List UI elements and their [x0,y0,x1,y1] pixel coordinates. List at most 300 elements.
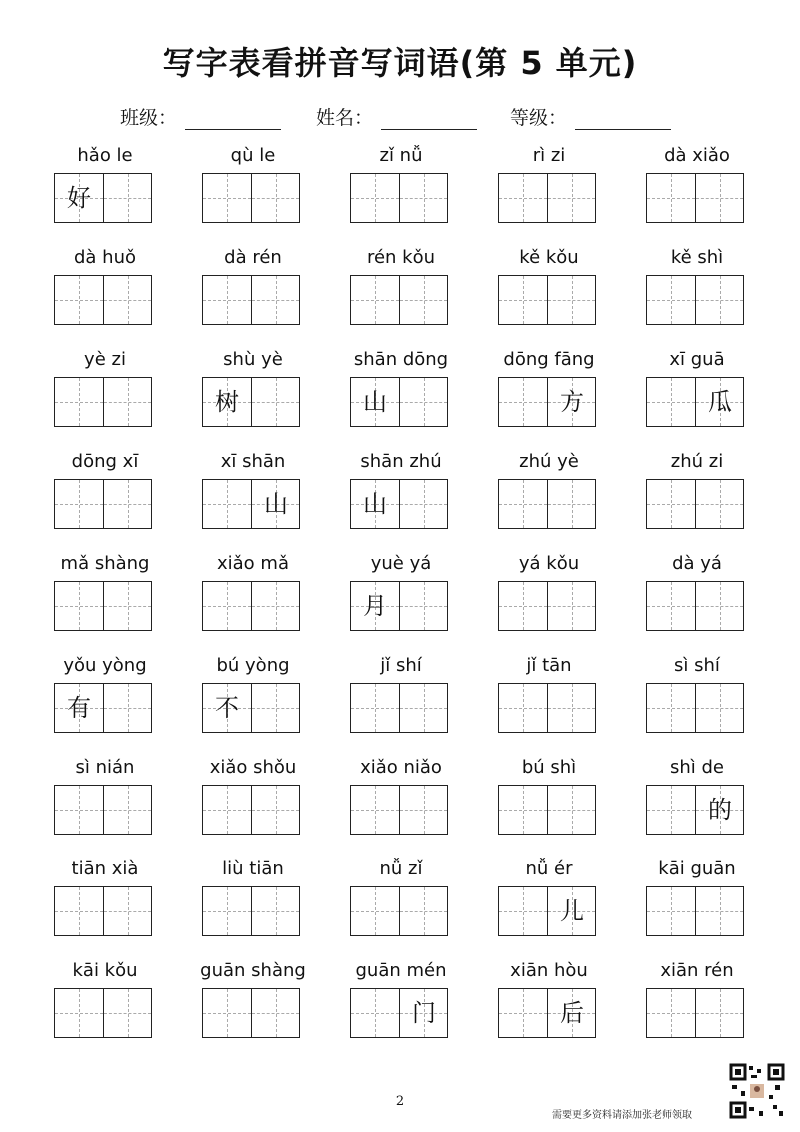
tianzige-box-pair [202,377,300,427]
tianzige-box-pair [646,886,744,936]
pinyin-label: rì zi [532,145,566,166]
tianzige-box[interactable] [547,786,595,834]
tianzige-box[interactable] [695,887,743,935]
pinyin-label: kě kǒu [519,247,579,268]
pinyin-label: qù le [230,145,276,166]
hanzi-char [499,989,547,1037]
tianzige-box[interactable] [203,684,251,732]
word-item [178,451,328,551]
tianzige-box-pair [350,377,448,427]
word-item [474,655,624,755]
tianzige-box-pair [202,886,300,936]
tianzige-box-pair [54,988,152,1038]
hanzi-char [203,582,251,630]
word-item [326,960,476,1060]
tianzige-box-pair [646,785,744,835]
word-item [474,553,624,653]
word-item [622,757,772,857]
word-item [474,145,624,245]
tianzige-box-pair [202,581,300,631]
tianzige-box[interactable] [547,989,595,1037]
tianzige-box[interactable] [251,786,299,834]
word-item [326,349,476,449]
tianzige-box[interactable] [351,684,399,732]
tianzige-box-pair [646,173,744,223]
tianzige-box[interactable] [499,480,547,528]
tianzige-box[interactable] [399,378,447,426]
hanzi-char [55,786,103,834]
tianzige-box[interactable] [55,786,103,834]
tianzige-box-pair [498,683,596,733]
pinyin-label: jǐ tān [526,655,572,676]
word-item [178,757,328,857]
tianzige-box[interactable] [351,786,399,834]
tianzige-box-pair [646,275,744,325]
hanzi-char [548,582,596,630]
hanzi-char [647,378,695,426]
word-item [30,757,180,857]
word-item [326,757,476,857]
tianzige-box[interactable] [103,887,151,935]
tianzige-box[interactable] [103,174,151,222]
pinyin-label: yè zi [84,349,126,370]
tianzige-box[interactable] [55,276,103,324]
hanzi-char [499,582,547,630]
hanzi-char [400,174,448,222]
hanzi-char [647,786,695,834]
hanzi-char [647,174,695,222]
tianzige-box[interactable] [647,786,695,834]
hanzi-char [351,989,399,1037]
hanzi-char [647,582,695,630]
tianzige-box[interactable] [647,480,695,528]
hanzi-char [203,887,251,935]
hanzi-char: 山 [363,490,387,518]
tianzige-box-pair [498,988,596,1038]
hanzi-char [252,378,300,426]
tianzige-box[interactable] [499,378,547,426]
hanzi-char [203,989,251,1037]
tianzige-box-pair [350,886,448,936]
tianzige-box[interactable] [499,989,547,1037]
hanzi-char [647,887,695,935]
name-label: 姓名： [316,107,374,129]
tianzige-box[interactable] [251,378,299,426]
tianzige-box-pair [202,479,300,529]
tianzige-box[interactable] [499,786,547,834]
tianzige-box-pair [646,581,744,631]
hanzi-char [696,276,744,324]
word-item [622,145,772,245]
tianzige-box[interactable] [203,887,251,935]
word-item [474,858,624,958]
tianzige-box[interactable] [399,786,447,834]
word-item [622,960,772,1060]
tianzige-box-pair [202,275,300,325]
word-item [326,145,476,245]
hanzi-char [499,480,547,528]
tianzige-box[interactable] [399,887,447,935]
pinyin-label: xiǎo shǒu [209,757,297,778]
hanzi-char [55,480,103,528]
word-item [474,757,624,857]
page-title: 写字表看拼音写词语(第 5 单元) [162,44,638,82]
tianzige-box[interactable] [203,480,251,528]
tianzige-box[interactable] [647,276,695,324]
tianzige-box[interactable] [55,582,103,630]
tianzige-box[interactable] [203,174,251,222]
pinyin-label: yuè yá [370,553,432,574]
tianzige-box-pair [54,785,152,835]
tianzige-box[interactable] [547,480,595,528]
word-item [178,349,328,449]
hanzi-char [696,684,744,732]
pinyin-label: xiān rén [660,960,734,981]
grade-blank[interactable] [575,107,671,130]
tianzige-box[interactable] [351,989,399,1037]
hanzi-char: 山 [363,388,387,416]
tianzige-box[interactable] [103,582,151,630]
tianzige-box[interactable] [203,582,251,630]
word-item [474,451,624,551]
pinyin-label: dà huǒ [73,247,136,268]
hanzi-char [351,887,399,935]
hanzi-char [647,480,695,528]
tianzige-box[interactable] [103,684,151,732]
tianzige-box-pair [202,785,300,835]
tianzige-box[interactable] [351,887,399,935]
hanzi-char [351,786,399,834]
tianzige-box-pair [646,377,744,427]
class-field[interactable] [120,103,281,130]
hanzi-char [203,480,251,528]
hanzi-char [252,174,300,222]
pinyin-label: guān mén [355,960,447,981]
hanzi-char [203,786,251,834]
tianzige-box[interactable] [251,480,299,528]
pinyin-label: hǎo le [77,145,133,166]
hanzi-char: 好 [67,184,91,212]
hanzi-char [104,582,152,630]
hanzi-char [548,276,596,324]
hanzi-char [252,887,300,935]
pinyin-label: guān shàng [200,960,306,981]
tianzige-box[interactable] [499,887,547,935]
hanzi-char [400,378,448,426]
word-item [30,451,180,551]
hanzi-char [400,684,448,732]
tianzige-box-pair [54,377,152,427]
hanzi-char [104,684,152,732]
word-item [474,960,624,1060]
tianzige-box[interactable] [103,480,151,528]
tianzige-box[interactable] [547,174,595,222]
name-blank[interactable] [381,107,477,130]
hanzi-char [647,276,695,324]
pinyin-label: kāi guān [658,858,736,879]
hanzi-char [203,276,251,324]
page-number: 2 [395,1094,405,1109]
tianzige-box-pair [202,988,300,1038]
tianzige-box-pair [646,988,744,1038]
pinyin-label: nǚ ér [525,858,573,879]
pinyin-label: dà xiǎo [664,145,730,166]
hanzi-char [696,582,744,630]
tianzige-box[interactable] [695,989,743,1037]
hanzi-char: 后 [560,999,584,1027]
tianzige-box[interactable] [55,684,103,732]
hanzi-char [55,582,103,630]
tianzige-box[interactable] [399,582,447,630]
hanzi-char [104,174,152,222]
tianzige-box-pair [54,683,152,733]
tianzige-box-pair [498,886,596,936]
hanzi-char [55,276,103,324]
tianzige-box-pair [202,173,300,223]
tianzige-box-pair [350,988,448,1038]
tianzige-box-pair [54,886,152,936]
hanzi-char: 不 [215,694,239,722]
tianzige-box-pair [350,275,448,325]
word-item [622,858,772,958]
tianzige-box[interactable] [547,378,595,426]
word-item [30,247,180,347]
hanzi-char [104,276,152,324]
tianzige-box-pair [350,785,448,835]
tianzige-box[interactable] [647,684,695,732]
tianzige-box[interactable] [499,174,547,222]
tianzige-box-pair [350,479,448,529]
tianzige-box[interactable] [695,582,743,630]
hanzi-char: 树 [215,388,239,416]
hanzi-char: 的 [708,796,732,824]
tianzige-box-pair [350,683,448,733]
tianzige-box[interactable] [55,480,103,528]
tianzige-box[interactable] [399,174,447,222]
tianzige-box[interactable] [647,174,695,222]
word-item [474,349,624,449]
hanzi-char [104,887,152,935]
hanzi-char: 儿 [560,897,584,925]
word-item [178,858,328,958]
hanzi-char [400,582,448,630]
tianzige-box[interactable] [203,989,251,1037]
word-item [622,655,772,755]
tianzige-box[interactable] [695,786,743,834]
tianzige-box-pair [54,479,152,529]
word-item [178,247,328,347]
pinyin-label: sì nián [75,757,135,778]
tianzige-box[interactable] [399,684,447,732]
tianzige-box[interactable] [103,276,151,324]
hanzi-char: 月 [363,592,387,620]
grade-label: 等级： [510,107,568,129]
word-item [622,247,772,347]
word-item [30,145,180,245]
tianzige-box[interactable] [695,276,743,324]
name-field[interactable] [316,103,477,130]
pinyin-label: jǐ shí [380,655,422,676]
word-item [622,451,772,551]
word-item [326,655,476,755]
tianzige-box-pair [646,479,744,529]
tianzige-box[interactable] [203,276,251,324]
pinyin-label: dà yá [672,553,722,574]
tianzige-box-pair [498,377,596,427]
pinyin-label: liù tiān [222,858,284,879]
tianzige-box[interactable] [351,582,399,630]
hanzi-char [55,378,103,426]
tianzige-box[interactable] [399,480,447,528]
tianzige-box[interactable] [103,786,151,834]
hanzi-char [499,786,547,834]
word-item [30,858,180,958]
hanzi-char: 门 [412,999,436,1027]
tianzige-box[interactable] [203,378,251,426]
hanzi-char [499,174,547,222]
word-item [326,553,476,653]
pinyin-label: rén kǒu [366,247,436,268]
tianzige-box[interactable] [647,989,695,1037]
pinyin-label: nǚ zǐ [379,858,423,879]
hanzi-char [55,989,103,1037]
tianzige-box[interactable] [251,887,299,935]
hanzi-char [104,786,152,834]
grade-field[interactable] [510,103,671,130]
word-item [178,655,328,755]
pinyin-label: mǎ shàng [60,553,150,574]
tianzige-box[interactable] [695,378,743,426]
word-item [326,247,476,347]
hanzi-char [400,887,448,935]
word-item [30,349,180,449]
hanzi-char [252,786,300,834]
tianzige-box[interactable] [55,378,103,426]
tianzige-box[interactable] [55,887,103,935]
hanzi-char [400,786,448,834]
word-item [622,553,772,653]
tianzige-box-pair [498,785,596,835]
hanzi-char [499,378,547,426]
pinyin-label: dōng xī [71,451,139,472]
word-item [178,960,328,1060]
hanzi-char [696,174,744,222]
pinyin-label: tiān xià [71,858,139,879]
tianzige-box[interactable] [103,378,151,426]
class-label: 班级： [120,107,178,129]
hanzi-char [104,989,152,1037]
word-item [30,960,180,1060]
tianzige-box[interactable] [251,174,299,222]
hanzi-char [252,989,300,1037]
tianzige-box[interactable] [251,582,299,630]
pinyin-label: kě shì [670,247,724,268]
tianzige-box-pair [498,173,596,223]
tianzige-box[interactable] [499,684,547,732]
tianzige-box[interactable] [547,684,595,732]
student-info-row [0,103,800,133]
tianzige-box-pair [54,581,152,631]
word-item [30,553,180,653]
pinyin-label: zhú zi [670,451,724,472]
hanzi-char [203,174,251,222]
tianzige-box[interactable] [351,480,399,528]
tianzige-box-pair [498,275,596,325]
tianzige-box[interactable] [647,582,695,630]
tianzige-box[interactable] [55,989,103,1037]
hanzi-char [252,684,300,732]
hanzi-char [499,887,547,935]
tianzige-box[interactable] [251,989,299,1037]
word-item [326,451,476,551]
tianzige-box[interactable] [547,276,595,324]
tianzige-box[interactable] [499,582,547,630]
tianzige-box[interactable] [547,887,595,935]
hanzi-char [499,684,547,732]
tianzige-box[interactable] [499,276,547,324]
tianzige-box[interactable] [351,378,399,426]
tianzige-box[interactable] [351,174,399,222]
pinyin-label: xiǎo niǎo [360,757,442,778]
hanzi-char [400,276,448,324]
hanzi-char [647,684,695,732]
hanzi-char: 方 [560,388,584,416]
word-item [30,655,180,755]
tianzige-box[interactable] [55,174,103,222]
tianzige-box-pair [54,275,152,325]
hanzi-char [548,480,596,528]
hanzi-char [351,684,399,732]
tianzige-box-pair [646,683,744,733]
tianzige-box[interactable] [695,684,743,732]
tianzige-box[interactable] [103,989,151,1037]
tianzige-box[interactable] [203,786,251,834]
tianzige-box[interactable] [547,582,595,630]
tianzige-box[interactable] [399,989,447,1037]
tianzige-box[interactable] [647,887,695,935]
pinyin-label: dà rén [224,247,282,268]
hanzi-char: 山 [264,490,288,518]
class-blank[interactable] [185,107,281,130]
hanzi-char [548,786,596,834]
hanzi-char: 瓜 [708,388,732,416]
tianzige-box[interactable] [695,174,743,222]
hanzi-char: 有 [67,694,91,722]
pinyin-label: xī shān [220,451,286,472]
tianzige-box[interactable] [647,378,695,426]
tianzige-box-pair [54,173,152,223]
pinyin-label: kāi kǒu [72,960,138,981]
hanzi-char [647,989,695,1037]
pinyin-label: shì de [669,757,724,778]
tianzige-box[interactable] [399,276,447,324]
hanzi-char [548,684,596,732]
tianzige-box[interactable] [351,276,399,324]
tianzige-box[interactable] [695,480,743,528]
pinyin-label: dōng fāng [503,349,595,370]
hanzi-char [104,480,152,528]
word-item [178,553,328,653]
tianzige-box[interactable] [251,684,299,732]
hanzi-char [696,480,744,528]
tianzige-box[interactable] [251,276,299,324]
hanzi-char [252,276,300,324]
pinyin-label: zhú yè [519,451,579,472]
tianzige-box-pair [350,173,448,223]
hanzi-char [104,378,152,426]
hanzi-char [548,174,596,222]
pinyin-label: xī guā [669,349,725,370]
